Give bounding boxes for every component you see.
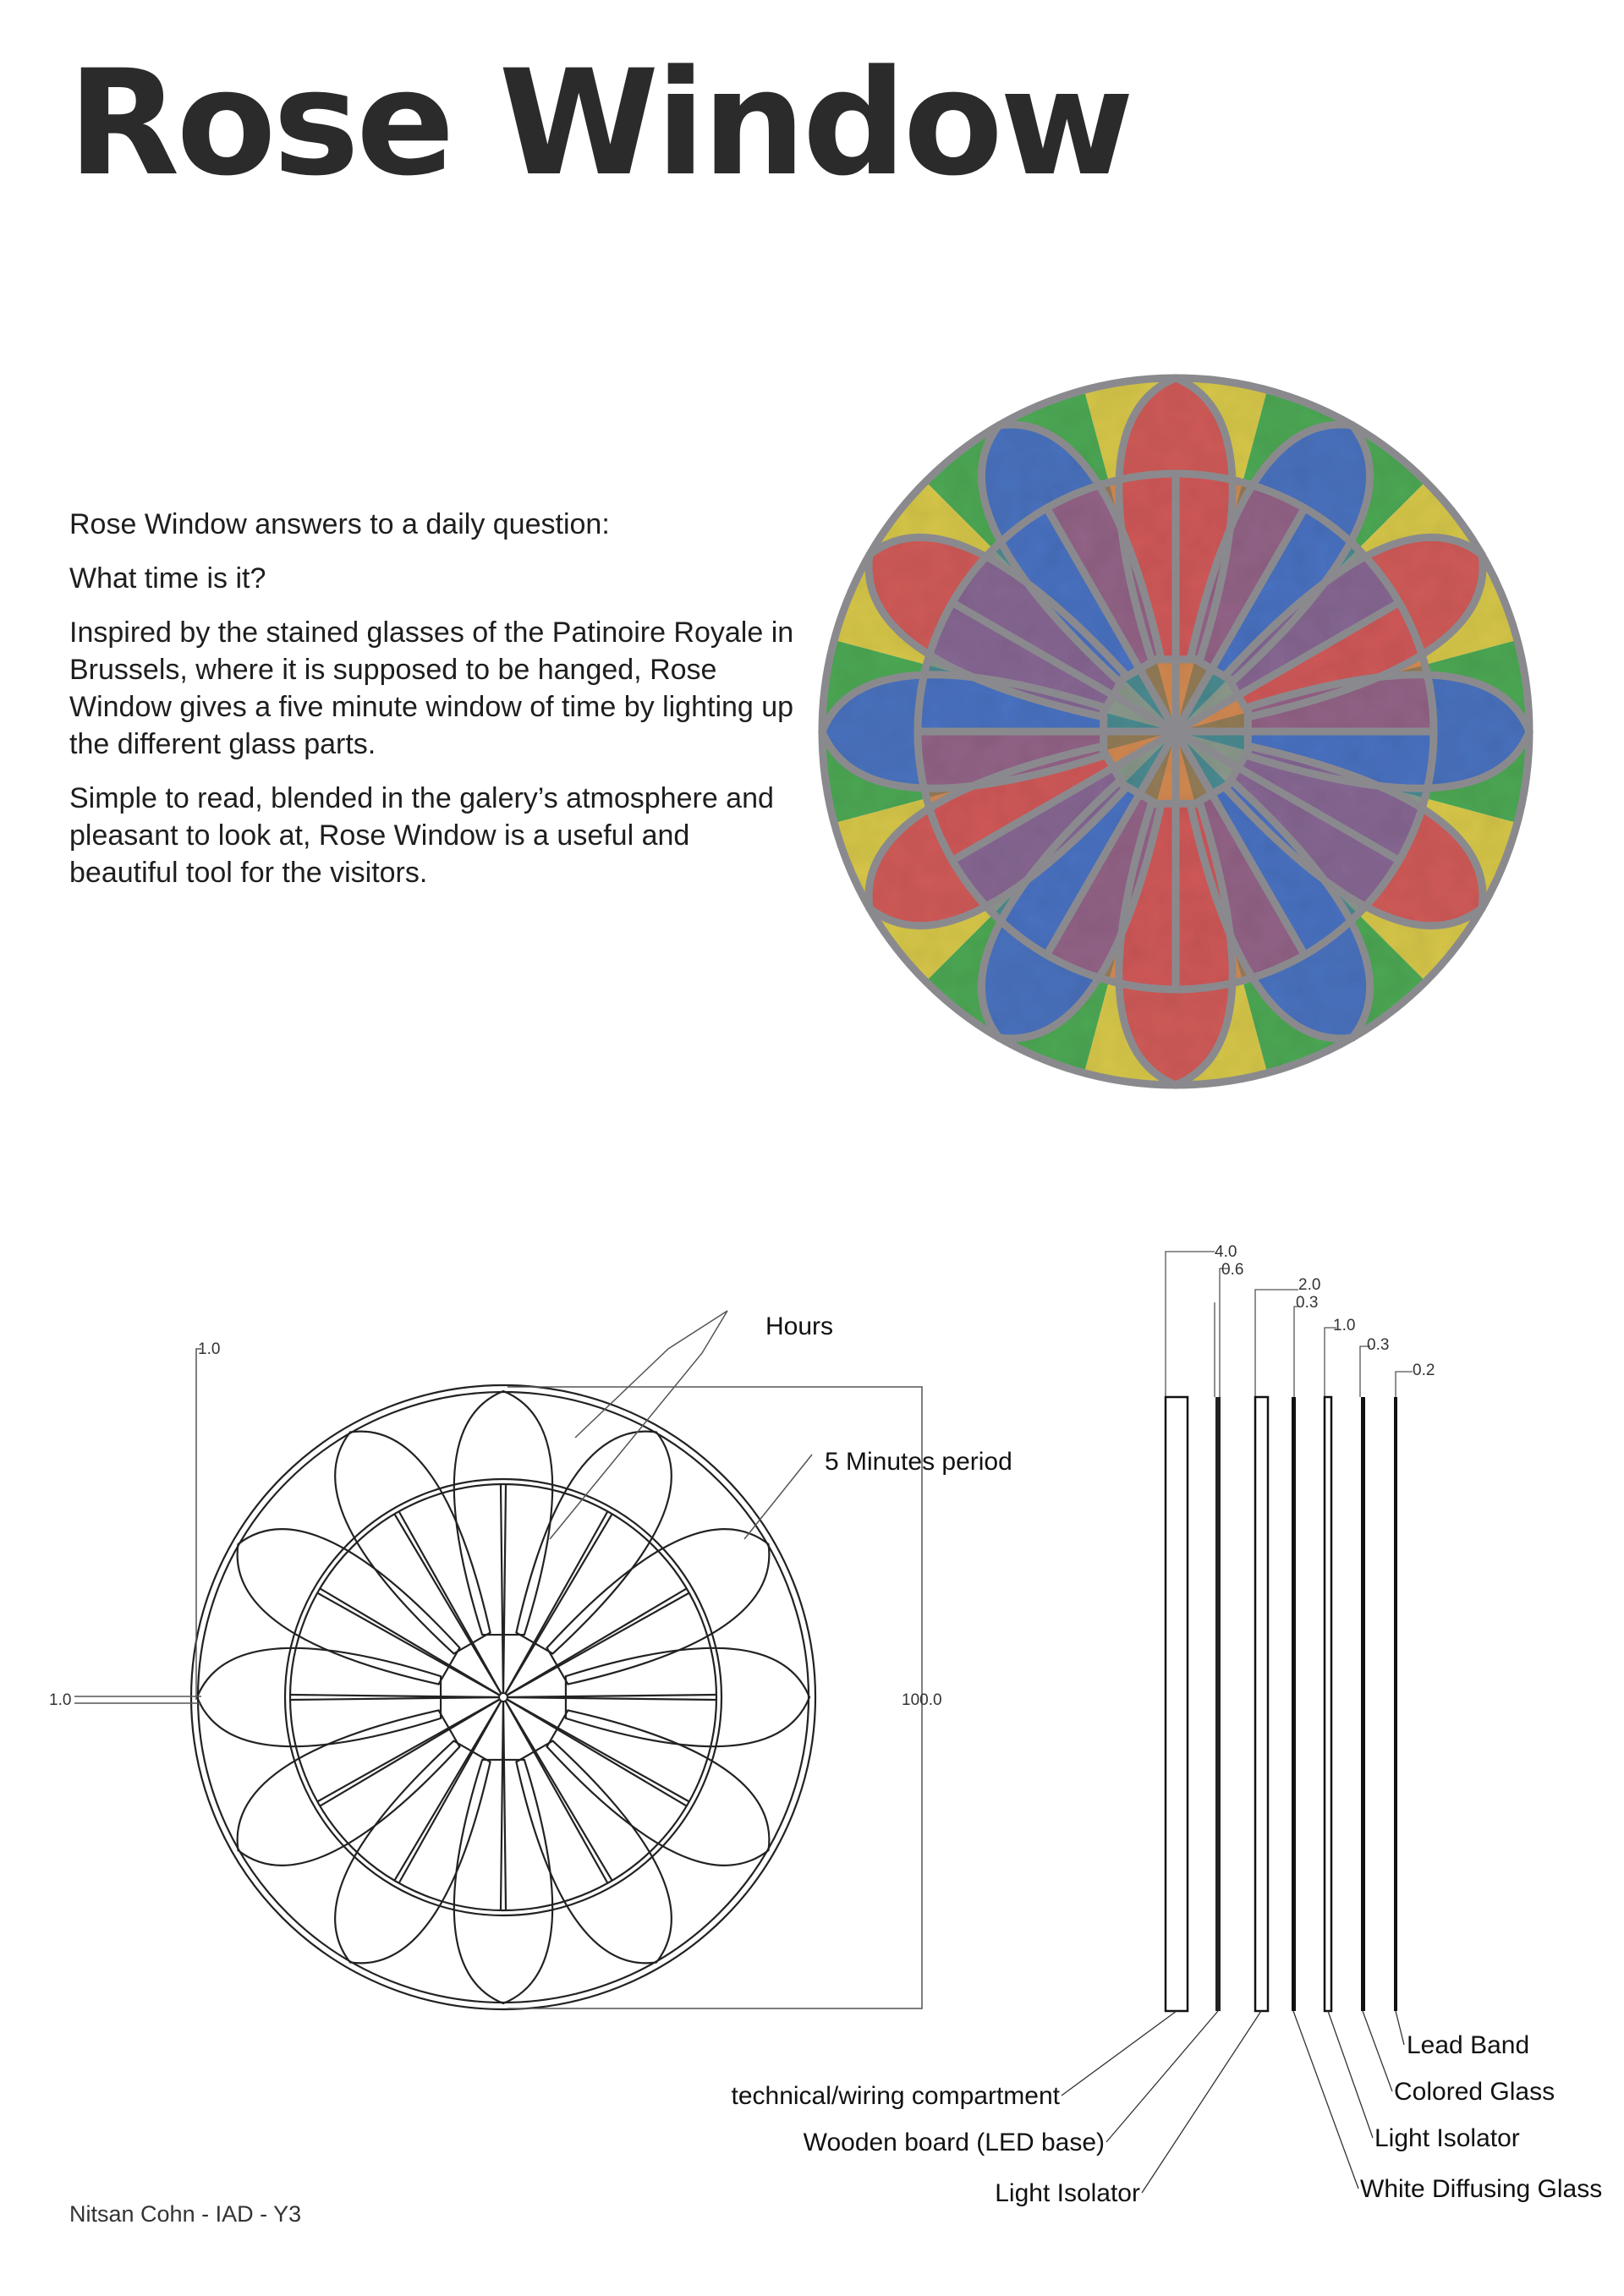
page-title: Rose Window [68, 38, 1131, 208]
layer-bars [1166, 1397, 1397, 2011]
dim-wooden: 0.6 [1221, 1261, 1244, 1279]
label-light-isolator-left: Light Isolator [995, 2179, 1140, 2207]
label-colored-glass: Colored Glass [1394, 2078, 1555, 2106]
label-lead-band: Lead Band [1407, 2031, 1530, 2059]
label-technical-compartment: technical/wiring compartment [731, 2082, 1060, 2110]
intro-question: What time is it? [69, 562, 266, 595]
label-five-minutes: 5 Minutes period [825, 1448, 1012, 1476]
layer-wooden-board [1215, 1397, 1221, 2011]
dim-colored: 0.3 [1367, 1336, 1390, 1354]
author-footer: Nitsan Cohn - IAD - Y3 [69, 2201, 302, 2227]
layer-light-isolator-right [1325, 1397, 1331, 2011]
intro-summary: Simple to read, blended in the galery’s atmosphere and pleasant to look at, Rose Window is a useful and beautiful tool for the visitors. [69, 782, 774, 889]
dim-left-value: 1.0 [49, 1691, 72, 1709]
dim-diameter-value: 100.0 [902, 1691, 942, 1709]
layer-cross-section [710, 1235, 1624, 2233]
dim-lead: 0.2 [1413, 1362, 1435, 1379]
layer-colored-glass [1361, 1397, 1365, 2011]
layer-lead-band [1394, 1397, 1397, 2011]
intro-text [69, 506, 797, 908]
dim-isolator-left: 2.0 [1298, 1276, 1321, 1294]
dim-isolator-right: 1.0 [1333, 1317, 1356, 1334]
dim-top-value: 1.0 [198, 1340, 221, 1358]
layer-technical-compartment [1166, 1397, 1188, 2011]
label-hours: Hours [765, 1312, 834, 1340]
layer-dimension-lines [1166, 1252, 1413, 1397]
dim-diffusing: 0.3 [1296, 1294, 1319, 1312]
intro-question-lead: Rose Window answers to a daily question: [69, 508, 610, 540]
stained-glass-illustration [804, 359, 1548, 1104]
layer-leader-lines [1062, 2011, 1404, 2193]
intro-inspiration: Inspired by the stained glasses of the Patinoire Royale in Brussels, where it is supposed to be hanged, Rose Window gives a five minute window of time by lighting up the different glass parts. [69, 616, 794, 760]
dim-technical: 4.0 [1215, 1243, 1237, 1261]
label-white-diffusing-glass: White Diffusing Glass [1360, 2175, 1603, 2203]
lead-lines [822, 378, 1529, 1085]
label-wooden-board: Wooden board (LED base) [803, 2129, 1105, 2156]
layer-light-isolator-left [1255, 1397, 1268, 2011]
label-light-isolator-right: Light Isolator [1374, 2124, 1520, 2152]
layer-white-diffusing-glass [1292, 1397, 1296, 2011]
